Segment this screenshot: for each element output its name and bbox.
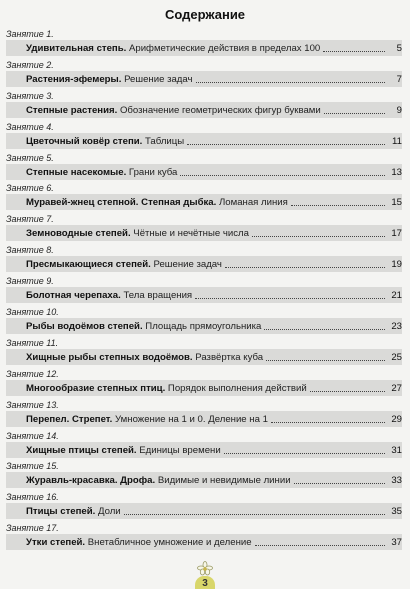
entry-row xyxy=(26,473,402,487)
lesson-number: Занятие 15. xyxy=(6,461,59,472)
entry-topic: Многообразие степных птиц. xyxy=(26,382,166,394)
lesson-number: Занятие 8. xyxy=(6,245,54,256)
lesson-number: Занятие 14. xyxy=(6,430,59,441)
entry-page: 35 xyxy=(391,506,402,518)
lesson-number: Занятие 4. xyxy=(6,121,54,132)
entry-description: Тела вращения xyxy=(123,290,193,302)
entry-row xyxy=(26,443,402,457)
entry-description: Ломаная линия xyxy=(218,197,288,209)
entry-topic: Растения-эфемеры. xyxy=(26,73,122,85)
lesson-number: Занятие 17. xyxy=(6,523,59,534)
entry-row xyxy=(26,195,402,209)
entry-page: 37 xyxy=(391,537,402,549)
entry-row xyxy=(26,103,402,117)
entry-page: 23 xyxy=(391,321,402,333)
entry-page: 9 xyxy=(396,104,402,116)
entry-row xyxy=(26,535,402,549)
entry-topic: Степные насекомые. xyxy=(26,166,127,178)
entry-page: 21 xyxy=(391,290,402,302)
entry-row xyxy=(26,504,402,518)
entry-row xyxy=(26,165,402,179)
lesson-number: Занятие 2. xyxy=(6,59,54,70)
lesson-number: Занятие 9. xyxy=(6,276,54,287)
entry-row xyxy=(26,412,402,426)
toc-entry xyxy=(6,337,402,368)
entry-row xyxy=(26,226,402,240)
entry-topic: Журавль-красавка. Дрофа. xyxy=(26,475,156,487)
entry-description: Арифметические действия в пределах 100 xyxy=(128,43,321,54)
lesson-number: Занятие 11. xyxy=(6,337,59,348)
entry-row xyxy=(26,350,402,364)
toc-entry xyxy=(6,244,402,275)
entry-page: 7 xyxy=(396,73,402,85)
entry-page: 33 xyxy=(391,475,402,487)
toc-entry xyxy=(6,522,402,553)
toc-entry xyxy=(6,213,402,244)
entry-page: 27 xyxy=(391,382,402,394)
entry-topic: Удивительная степь. xyxy=(26,43,127,54)
entry-description: Порядок выполнения действий xyxy=(167,382,307,394)
entry-row xyxy=(26,134,402,148)
leader-dots xyxy=(124,514,385,515)
entry-topic: Рыбы водоёмов степей. xyxy=(26,321,143,333)
entry-description: Внетабличное умножение и деление xyxy=(87,537,252,549)
entry-topic: Земноводные степей. xyxy=(26,228,131,240)
entry-page: 15 xyxy=(391,197,402,209)
entry-description: Чётные и нечётные числа xyxy=(133,228,249,240)
leader-dots xyxy=(264,329,385,330)
toc-entry xyxy=(6,491,402,522)
lesson-number: Занятие 6. xyxy=(6,183,54,194)
toc-list xyxy=(6,28,402,553)
leader-dots xyxy=(187,144,385,145)
entry-topic: Перепел. Стрепет. xyxy=(26,413,113,425)
leader-dots xyxy=(310,391,385,392)
entry-page: 25 xyxy=(391,351,402,363)
leader-dots xyxy=(252,236,385,237)
lesson-number: Занятие 10. xyxy=(6,307,59,318)
entry-topic: Болотная черепаха. xyxy=(26,290,121,302)
entry-page: 17 xyxy=(391,228,402,240)
lesson-number: Занятие 1. xyxy=(6,29,54,39)
entry-row xyxy=(26,257,402,271)
page-title: Содержание xyxy=(164,7,246,22)
entry-description: Доли xyxy=(97,506,121,518)
toc-entry xyxy=(6,368,402,399)
leader-dots xyxy=(323,51,385,52)
leader-dots xyxy=(271,422,385,423)
toc-entry xyxy=(6,90,402,121)
entry-description: Таблицы xyxy=(145,135,185,147)
entry-row xyxy=(26,288,402,302)
leader-dots xyxy=(225,267,385,268)
entry-topic: Птицы степей. xyxy=(26,506,96,518)
entry-topic: Цветочный ковёр степи. xyxy=(26,135,143,147)
entry-description: Грани куба xyxy=(128,166,178,178)
toc-entry xyxy=(6,59,402,90)
leader-dots xyxy=(294,483,385,484)
entry-description: Развёртка куба xyxy=(195,351,264,363)
entry-description: Единицы времени xyxy=(139,444,221,456)
entry-description: Обозначение геометрических фигур буквами xyxy=(119,104,321,116)
entry-row xyxy=(26,381,402,395)
leader-dots xyxy=(196,82,385,83)
entry-description: Умножение на 1 и 0. Деление на 1 xyxy=(115,413,268,425)
lesson-number: Занятие 12. xyxy=(6,368,59,379)
toc-entry xyxy=(6,182,402,213)
entry-page: 19 xyxy=(391,259,402,271)
entry-row xyxy=(26,319,402,333)
lesson-number: Занятие 16. xyxy=(6,492,59,503)
entry-page: 5 xyxy=(396,43,402,54)
lesson-number: Занятие 7. xyxy=(6,214,54,225)
entry-page: 31 xyxy=(391,444,402,456)
toc-entry xyxy=(6,430,402,461)
entry-page: 13 xyxy=(391,166,402,178)
toc-entry xyxy=(6,460,402,491)
entry-page: 11 xyxy=(392,135,402,147)
entry-topic: Степные растения. xyxy=(26,104,118,116)
entry-topic: Муравей-жнец степной. Степная дыбка. xyxy=(26,197,217,209)
entry-page: 29 xyxy=(391,413,402,425)
lesson-number: Занятие 5. xyxy=(6,152,54,163)
entry-description: Решение задач xyxy=(153,259,222,271)
page-number: 3 xyxy=(195,576,215,589)
lesson-number: Занятие 3. xyxy=(6,90,54,101)
entry-description: Решение задач xyxy=(124,73,193,85)
toc-entry xyxy=(6,399,402,430)
entry-topic: Хищные птицы степей. xyxy=(26,444,137,456)
leader-dots xyxy=(255,545,385,546)
toc-entry xyxy=(6,152,402,183)
toc-entry xyxy=(6,306,402,337)
entry-topic: Утки степей. xyxy=(26,537,86,549)
leader-dots xyxy=(266,360,385,361)
entry-row xyxy=(26,72,402,86)
toc-entry xyxy=(6,275,402,306)
entry-description: Видимые и невидимые линии xyxy=(157,475,291,487)
toc-entry xyxy=(6,121,402,152)
leader-dots xyxy=(291,205,385,206)
toc-entry xyxy=(6,28,402,59)
leader-dots xyxy=(195,298,385,299)
entry-topic: Пресмыкающиеся степей. xyxy=(26,259,151,271)
leader-dots xyxy=(324,113,385,114)
entry-topic: Хищные рыбы степных водоёмов. xyxy=(26,351,193,363)
leader-dots xyxy=(224,453,385,454)
entry-row xyxy=(26,41,402,55)
entry-description: Площадь прямоугольника xyxy=(145,321,262,333)
lesson-number: Занятие 13. xyxy=(6,399,59,410)
leader-dots xyxy=(180,175,385,176)
